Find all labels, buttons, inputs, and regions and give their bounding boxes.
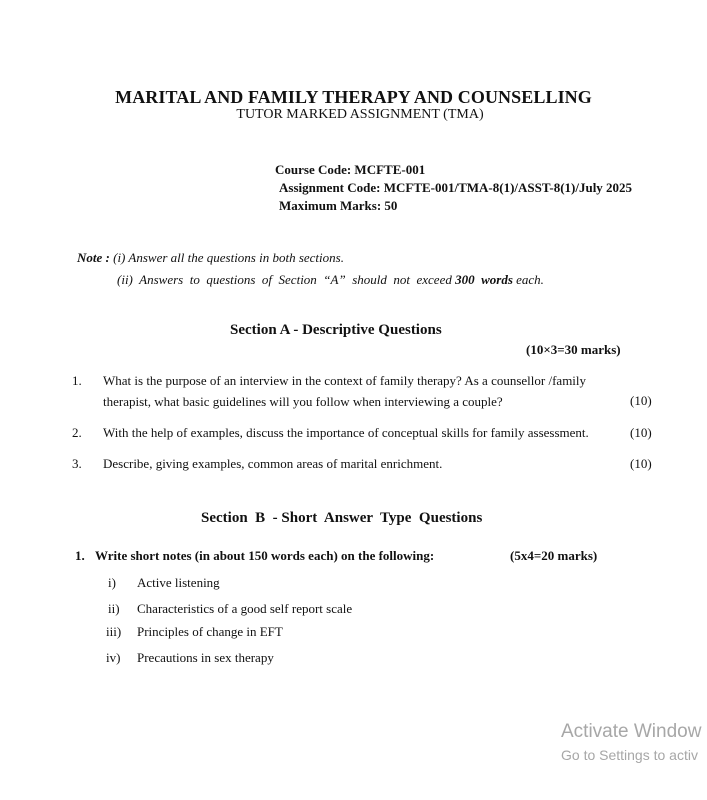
section-a-marks: (10×3=30 marks) bbox=[526, 342, 621, 357]
question-b1-text: Write short notes (in about 150 words each) on the following: bbox=[95, 548, 435, 563]
note bbox=[77, 250, 344, 266]
question-a2-text: With the help of examples, discuss the importance of conceptual skills for family assessment. bbox=[103, 425, 589, 440]
note-line-2 bbox=[117, 272, 544, 288]
question-a1-line-1: What is the purpose of an interview in the context of family therapy? As a counsellor /family bbox=[103, 373, 587, 388]
maximum-marks: Maximum Marks: 50 bbox=[279, 198, 398, 213]
question-a1-number: 1. bbox=[72, 373, 82, 388]
question-a2-marks: (10) bbox=[630, 425, 652, 440]
document-title: MARITAL AND FAMILY THERAPY AND COUNSELLING bbox=[115, 87, 592, 107]
activation-watermark-subtitle: Go to Settings to activ bbox=[561, 747, 698, 763]
course-code: Course Code: MCFTE-001 bbox=[275, 162, 426, 177]
question-a3-number: 3. bbox=[72, 456, 82, 471]
note-line-1: (i) Answer all the questions in both sections. bbox=[113, 250, 344, 265]
question-a3-text: Describe, giving examples, common areas of marital enrichment. bbox=[103, 456, 443, 471]
question-b1-number: 1. bbox=[75, 548, 85, 563]
section-a-heading: Section A - Descriptive Questions bbox=[230, 322, 442, 338]
question-a3-marks: (10) bbox=[630, 456, 652, 471]
document-subtitle: TUTOR MARKED ASSIGNMENT (TMA) bbox=[236, 107, 484, 122]
list-item-number: iv) bbox=[106, 650, 121, 665]
note-line-2-before: (ii) Answers to questions of Section “A” should not exceed bbox=[117, 272, 456, 287]
note-line-2-after: each. bbox=[512, 272, 544, 287]
section-b-heading: Section B - Short Answer Type Questions bbox=[201, 510, 483, 526]
list-item-number: i) bbox=[108, 575, 116, 590]
assignment-code: Assignment Code: MCFTE-001/TMA-8(1)/ASST-8(1)/July 2025 bbox=[279, 180, 633, 195]
list-item: Characteristics of a good self report scale bbox=[137, 601, 353, 616]
question-a2-number: 2. bbox=[72, 425, 82, 440]
list-item: Principles of change in EFT bbox=[137, 624, 283, 639]
question-a1-line-2: therapist, what basic guidelines will you follow when interviewing a couple? bbox=[103, 394, 503, 409]
question-a1-text bbox=[103, 370, 586, 412]
note-word-limit: 300 words bbox=[455, 272, 513, 287]
list-item: Active listening bbox=[137, 575, 220, 590]
note-label: Note : bbox=[77, 250, 110, 265]
section-b-marks: (5x4=20 marks) bbox=[510, 548, 598, 563]
list-item-number: iii) bbox=[106, 624, 122, 639]
question-a1-marks: (10) bbox=[630, 393, 652, 408]
activation-watermark-title: Activate Window bbox=[561, 721, 702, 742]
list-item: Precautions in sex therapy bbox=[137, 650, 274, 665]
list-item-number: ii) bbox=[108, 601, 120, 616]
